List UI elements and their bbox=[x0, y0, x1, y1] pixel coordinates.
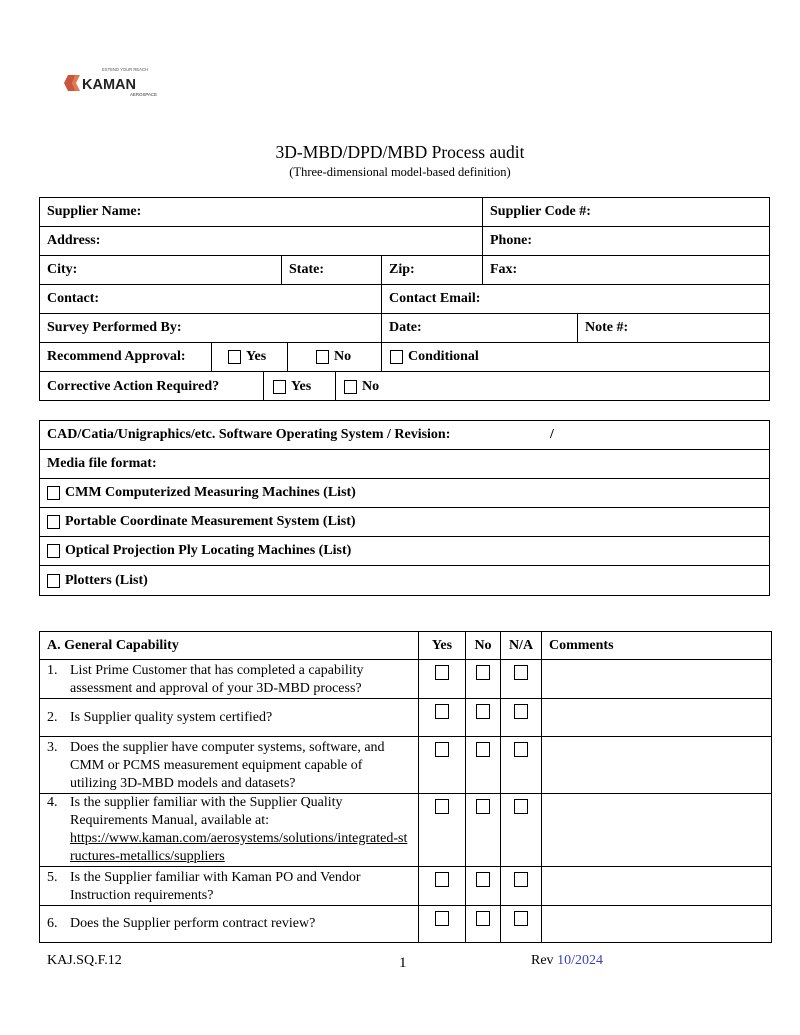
phone-field[interactable] bbox=[483, 227, 769, 255]
pcms-option[interactable] bbox=[40, 508, 769, 536]
supplier-name-field[interactable] bbox=[40, 198, 483, 226]
recommend-no-label: No bbox=[334, 349, 352, 364]
supplier-code-field[interactable] bbox=[483, 198, 769, 226]
yes-checkbox[interactable] bbox=[435, 799, 449, 814]
question-number: 4. bbox=[47, 795, 58, 810]
recommend-conditional-checkbox[interactable] bbox=[390, 350, 403, 364]
question-text: Does the Supplier perform contract review? bbox=[70, 916, 316, 931]
plotters-label: Plotters (List) bbox=[65, 572, 148, 588]
os-revision-separator bbox=[543, 421, 583, 449]
state-field[interactable] bbox=[282, 256, 382, 284]
plotters-checkbox[interactable] bbox=[47, 574, 60, 588]
na-checkbox[interactable] bbox=[514, 799, 528, 814]
table-row bbox=[40, 737, 772, 794]
revision bbox=[531, 953, 603, 969]
os-revision-label: CAD/Catia/Unigraphics/etc. Software Operating System / Revision: bbox=[47, 427, 451, 442]
address-label: Address: bbox=[47, 233, 101, 248]
question-text: Is the Supplier familiar with Kaman PO and Vendor Instruction requirements? bbox=[70, 870, 361, 903]
supplier-manual-link[interactable]: https://www.kaman.com/aerosystems/solutions/integrated-structures-metallics/suppliers bbox=[70, 831, 408, 864]
question-number: 2. bbox=[47, 709, 58, 725]
page-number: 1 bbox=[399, 955, 407, 971]
corrective-yes-label: Yes bbox=[291, 378, 312, 394]
comments-cell[interactable] bbox=[542, 906, 772, 943]
row-survey bbox=[40, 314, 769, 343]
kaman-logo bbox=[52, 58, 170, 108]
cmm-checkbox[interactable] bbox=[47, 486, 60, 500]
na-checkbox[interactable] bbox=[514, 742, 528, 757]
city-label: City: bbox=[47, 262, 78, 277]
recommend-approval-label bbox=[40, 343, 212, 371]
question-text: List Prime Customer that has completed a capability assessment and approval of your 3D-MBD process? bbox=[70, 663, 364, 696]
question-number: 3. bbox=[47, 740, 58, 755]
row-address bbox=[40, 227, 769, 256]
recommend-conditional-option[interactable] bbox=[382, 343, 769, 371]
comments-cell[interactable] bbox=[542, 794, 772, 867]
yes-checkbox[interactable] bbox=[435, 911, 449, 926]
row-city bbox=[40, 256, 769, 285]
column-header-no: No bbox=[466, 632, 501, 660]
corrective-yes-option[interactable] bbox=[264, 372, 336, 401]
question-text: Is Supplier quality system certified? bbox=[70, 709, 273, 725]
row-equipment-item bbox=[40, 508, 769, 537]
supplier-info-form bbox=[39, 197, 770, 401]
recommend-yes-option[interactable] bbox=[212, 343, 288, 371]
question-number: 5. bbox=[47, 870, 58, 885]
row-equipment-item bbox=[40, 537, 769, 566]
column-header-comments: Comments bbox=[542, 632, 772, 660]
note-field[interactable] bbox=[578, 314, 769, 342]
yes-checkbox[interactable] bbox=[435, 665, 449, 680]
question-number: 6. bbox=[47, 916, 58, 931]
os-revision-field[interactable] bbox=[40, 421, 540, 449]
na-checkbox[interactable] bbox=[514, 872, 528, 887]
na-checkbox[interactable] bbox=[514, 665, 528, 680]
software-equipment-form bbox=[39, 420, 770, 596]
no-checkbox[interactable] bbox=[476, 872, 490, 887]
table-row bbox=[40, 660, 772, 699]
no-checkbox[interactable] bbox=[476, 911, 490, 926]
comments-cell[interactable] bbox=[542, 867, 772, 906]
corrective-no-option[interactable] bbox=[336, 372, 436, 401]
pcms-checkbox[interactable] bbox=[47, 515, 60, 529]
fax-label: Fax: bbox=[490, 262, 518, 277]
comments-cell[interactable] bbox=[542, 699, 772, 737]
row-supplier bbox=[40, 198, 769, 227]
city-field[interactable] bbox=[40, 256, 282, 284]
row-media-format bbox=[40, 450, 769, 479]
column-header-yes: Yes bbox=[419, 632, 466, 660]
table-header-row bbox=[40, 632, 772, 660]
survey-performed-by-field[interactable] bbox=[40, 314, 382, 342]
general-capability-table bbox=[39, 631, 772, 943]
recommend-yes-checkbox[interactable] bbox=[228, 350, 241, 364]
recommend-no-option[interactable] bbox=[288, 343, 382, 371]
kaman-logo-graphic bbox=[52, 58, 170, 108]
contact-email-field[interactable] bbox=[382, 285, 769, 313]
zip-field[interactable] bbox=[382, 256, 483, 284]
optical-projection-label: Optical Projection Ply Locating Machines (List) bbox=[65, 543, 352, 558]
question-text: Does the supplier have computer systems, software, and CMM or PCMS measurement equipment capable of utilizing 3D-MBD models and datasets? bbox=[70, 740, 385, 791]
table-row bbox=[40, 906, 772, 943]
logo-tagline: EXTEND YOUR REACH bbox=[102, 67, 148, 72]
supplier-name-label: Supplier Name: bbox=[47, 204, 142, 219]
pcms-label: Portable Coordinate Measurement System (List) bbox=[65, 514, 356, 529]
recommend-approval-text: Recommend Approval: bbox=[47, 349, 186, 364]
date-label: Date: bbox=[389, 320, 422, 335]
no-checkbox[interactable] bbox=[476, 704, 490, 719]
form-id: KAJ.SQ.F.12 bbox=[47, 953, 122, 968]
no-checkbox[interactable] bbox=[476, 799, 490, 814]
optical-projection-option[interactable] bbox=[40, 537, 769, 565]
comments-cell[interactable] bbox=[542, 660, 772, 699]
table-row bbox=[40, 699, 772, 737]
recommend-conditional-label: Conditional bbox=[408, 349, 479, 364]
corrective-no-label: No bbox=[362, 378, 380, 394]
corrective-action-label bbox=[40, 372, 264, 401]
yes-checkbox[interactable] bbox=[435, 742, 449, 757]
cmm-option[interactable] bbox=[40, 479, 769, 507]
state-label: State: bbox=[289, 262, 324, 277]
section-title: A. General Capability bbox=[40, 632, 419, 660]
logo-brand: KAMAN bbox=[82, 77, 136, 93]
media-format-field[interactable] bbox=[40, 450, 769, 478]
revision-date: 10/2024 bbox=[557, 953, 603, 968]
supplier-code-label: Supplier Code #: bbox=[490, 204, 591, 219]
document-title: 3D-MBD/DPD/MBD Process audit bbox=[275, 142, 525, 162]
revision-label: Rev bbox=[531, 953, 554, 968]
yes-checkbox[interactable] bbox=[435, 704, 449, 719]
recommend-yes-label: Yes bbox=[246, 349, 267, 364]
yes-checkbox[interactable] bbox=[435, 872, 449, 887]
row-equipment-item bbox=[40, 566, 769, 595]
plotters-option[interactable] bbox=[40, 566, 769, 595]
address-field[interactable] bbox=[40, 227, 483, 255]
row-os-revision bbox=[40, 421, 769, 450]
na-checkbox[interactable] bbox=[514, 704, 528, 719]
corrective-action-text: Corrective Action Required? bbox=[47, 378, 220, 394]
note-label: Note #: bbox=[585, 320, 629, 335]
question-number: 1. bbox=[47, 663, 58, 678]
separator-text: / bbox=[550, 427, 554, 442]
date-field[interactable] bbox=[382, 314, 578, 342]
contact-email-label: Contact Email: bbox=[389, 291, 481, 306]
fax-field[interactable] bbox=[483, 256, 769, 284]
recommend-no-checkbox[interactable] bbox=[316, 350, 329, 364]
contact-field[interactable] bbox=[40, 285, 382, 313]
no-checkbox[interactable] bbox=[476, 742, 490, 757]
media-format-label: Media file format: bbox=[47, 456, 157, 471]
row-equipment-item bbox=[40, 479, 769, 508]
na-checkbox[interactable] bbox=[514, 911, 528, 926]
cmm-label: CMM Computerized Measuring Machines (List) bbox=[65, 485, 356, 500]
no-checkbox[interactable] bbox=[476, 665, 490, 680]
column-header-na: N/A bbox=[501, 632, 542, 660]
optical-projection-checkbox[interactable] bbox=[47, 544, 60, 558]
zip-label: Zip: bbox=[389, 262, 415, 277]
question-text: Is the supplier familiar with the Supplier Quality Requirements Manual, available at: bbox=[70, 795, 343, 828]
row-recommend-approval bbox=[40, 343, 769, 372]
corrective-yes-checkbox[interactable] bbox=[273, 380, 286, 394]
comments-cell[interactable] bbox=[542, 737, 772, 794]
logo-division: AEROSPACE bbox=[130, 92, 158, 97]
document-subtitle: (Three-dimensional model-based definition) bbox=[289, 165, 511, 179]
contact-label: Contact: bbox=[47, 291, 100, 306]
row-corrective-action bbox=[40, 372, 769, 401]
corrective-no-checkbox[interactable] bbox=[344, 380, 357, 394]
table-row bbox=[40, 867, 772, 906]
survey-performed-by-label: Survey Performed By: bbox=[47, 320, 182, 335]
table-row bbox=[40, 794, 772, 867]
row-contact bbox=[40, 285, 769, 314]
phone-label: Phone: bbox=[490, 233, 532, 248]
